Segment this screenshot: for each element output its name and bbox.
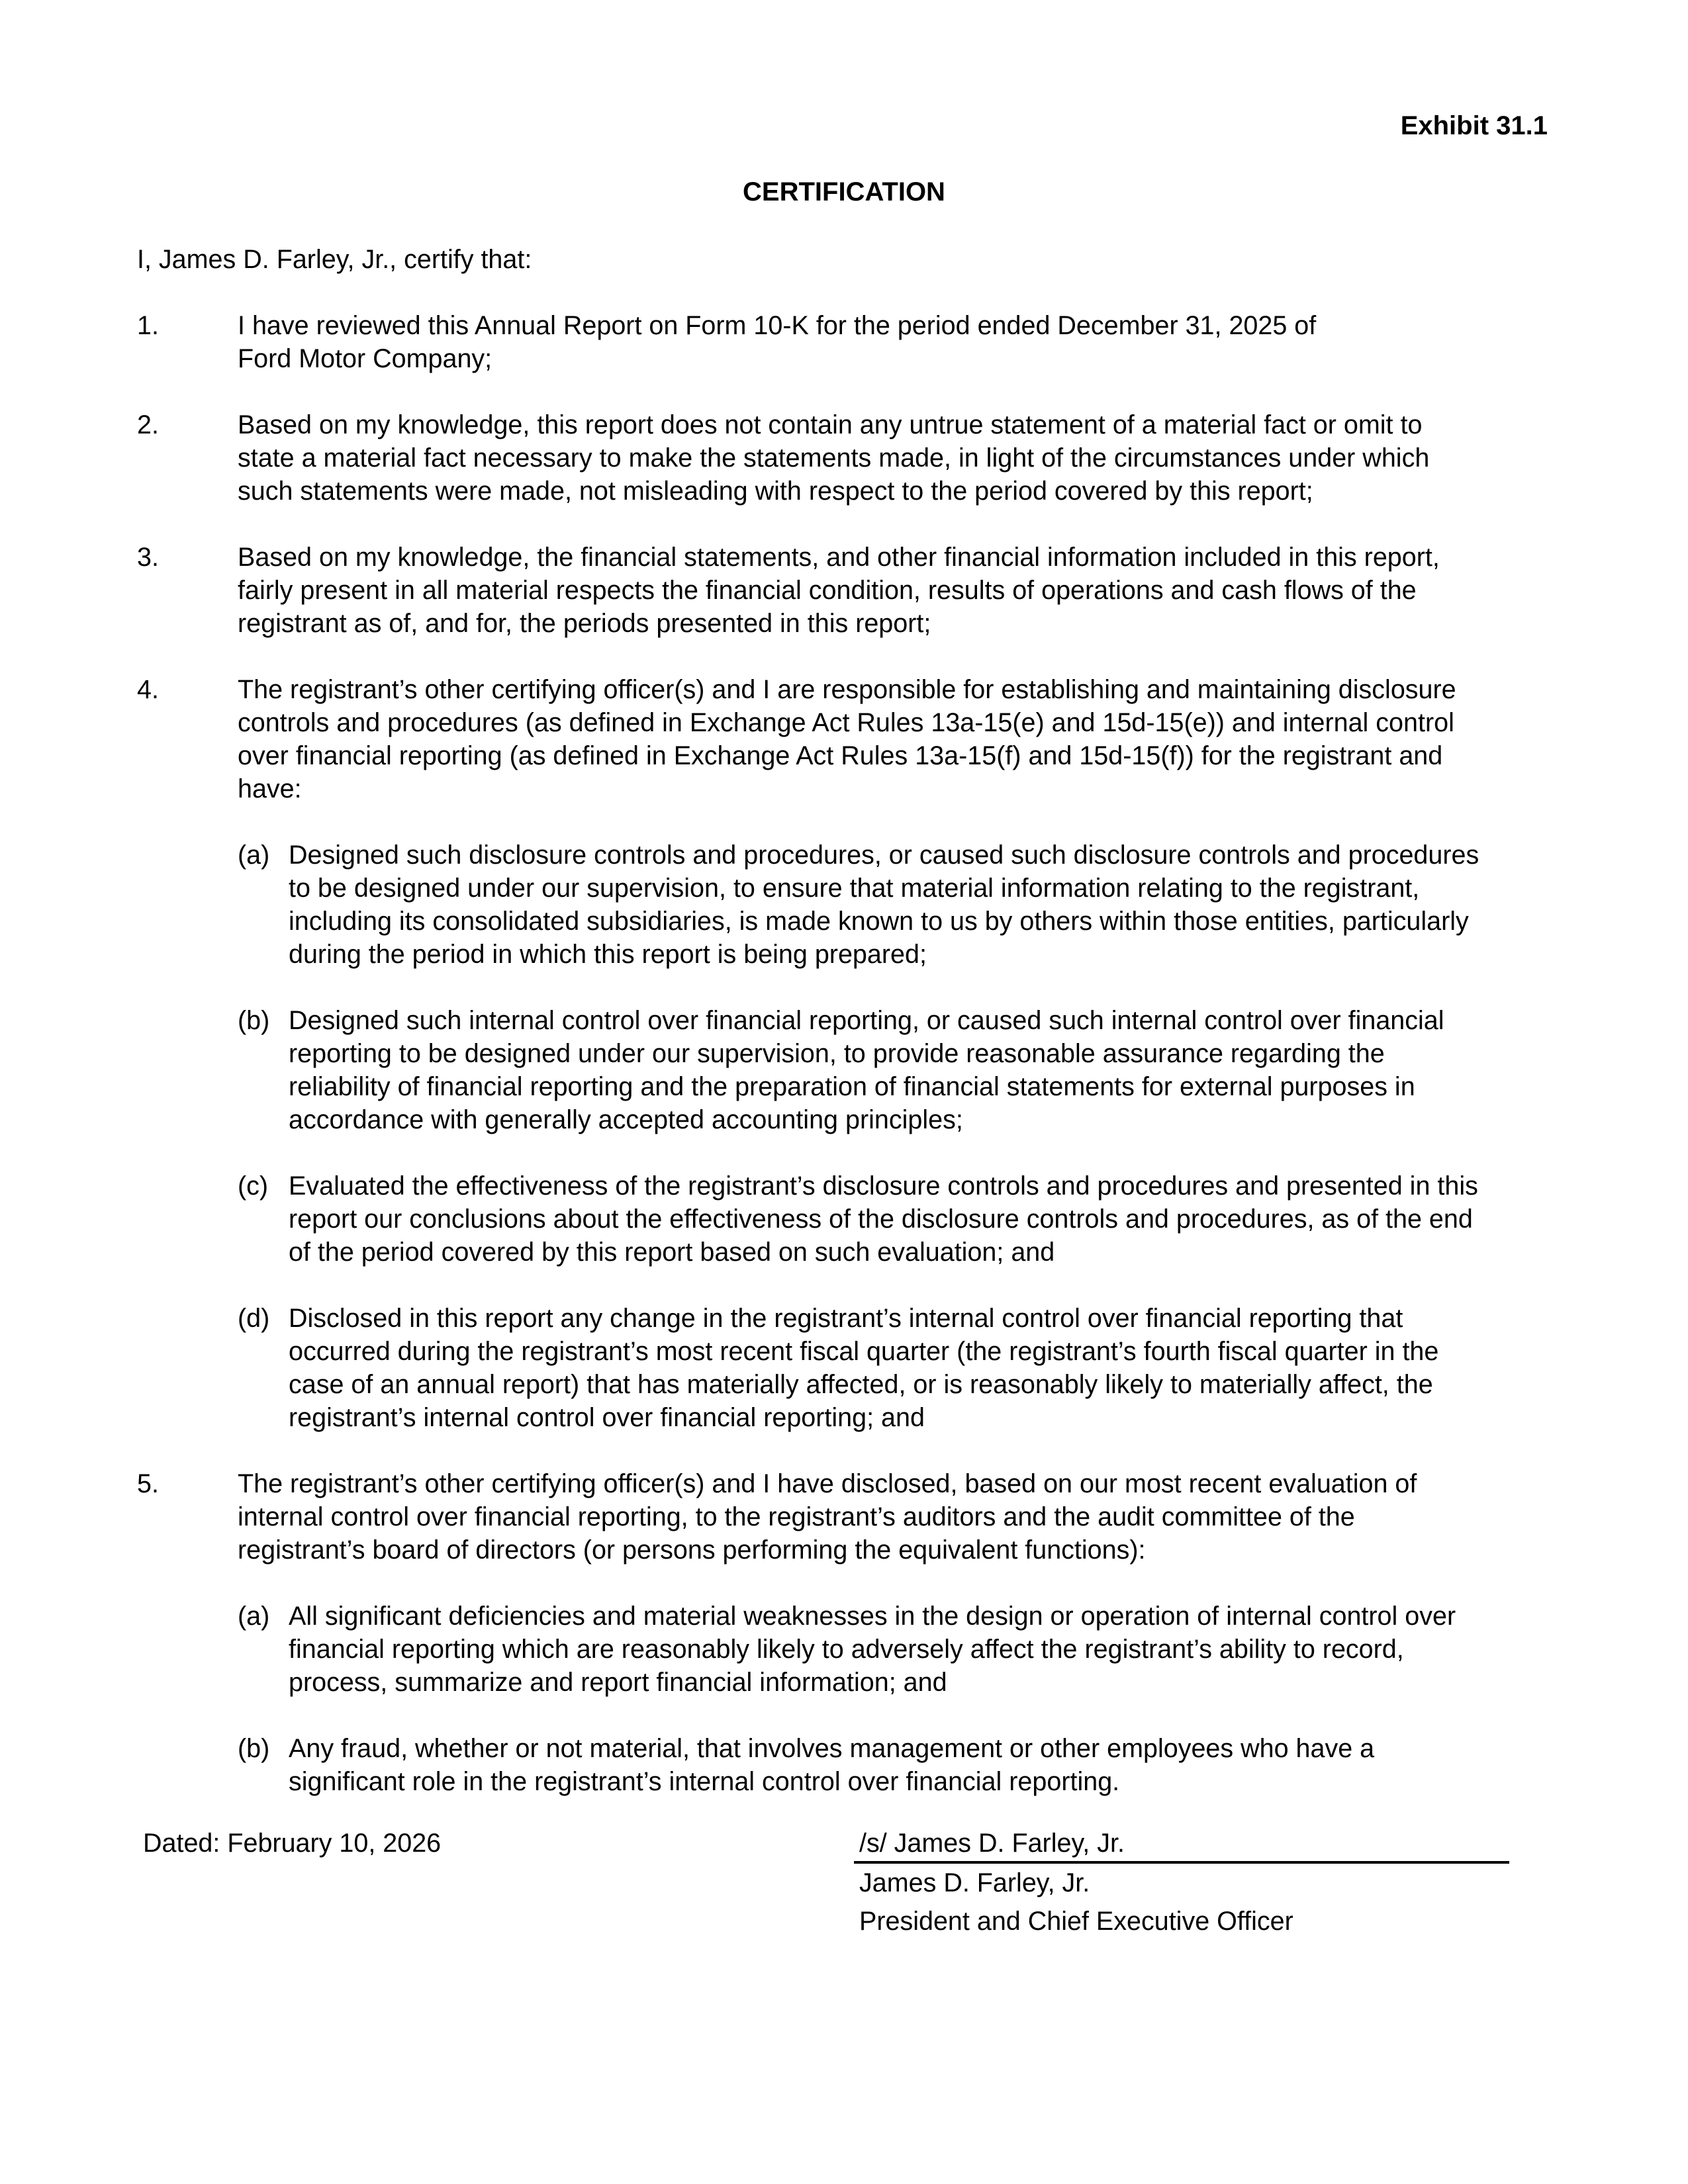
item-number: 3. <box>137 543 159 572</box>
certification-item-1 <box>137 309 1554 375</box>
signature-line: /s/ James D. Farley, Jr. <box>854 1827 1509 1864</box>
subitem-4d <box>238 1302 1554 1434</box>
certification-item-3 <box>137 541 1554 640</box>
item-text: I have reviewed this Annual Report on Form 10-K for the period ended December 31, 2025 of Ford Motor Company; <box>238 311 1317 373</box>
page-title: CERTIFICATION <box>743 177 945 206</box>
subitem-4a <box>238 839 1554 971</box>
subitem-label: (b) <box>238 1734 270 1763</box>
item-number: 2. <box>137 410 159 439</box>
subitem-label: (a) <box>238 841 270 870</box>
subitem-text: Designed such disclosure controls and procedures, or caused such disclosure controls and procedures to be designed under our supervision, to ensure that material information relating to the registrant, including its consolidated subsidiaries, is made known to us by others within those entities, particularly during the period in which this report is being prepared; <box>289 841 1479 969</box>
signer-name: James D. Farley, Jr. <box>859 1868 1090 1897</box>
certification-item-4 <box>137 673 1554 1434</box>
subitem-label: (c) <box>238 1171 269 1201</box>
subitem-5b <box>238 1732 1554 1798</box>
item-number: 1. <box>137 311 159 340</box>
exhibit-label: Exhibit 31.1 <box>1400 111 1548 140</box>
item-text: The registrant’s other certifying officer(s) and I are responsible for establishing and maintaining disclosure controls and procedures (as defined in Exchange Act Rules 13a-15(e) and 15d-15(e)) and internal control over financial reporting (as defined in Exchange Act Rules 13a-15(f) and 15d-15(f)) for the registrant and have: <box>238 675 1456 803</box>
subitem-label: (a) <box>238 1602 270 1631</box>
subitem-text: Any fraud, whether or not material, that involves management or other employees who have a significant role in the registrant’s internal control over financial reporting. <box>289 1734 1375 1796</box>
subitem-list <box>238 1600 1554 1798</box>
certification-item-5 <box>137 1467 1554 1798</box>
item-text: The registrant’s other certifying officer(s) and I have disclosed, based on our most recent evaluation of internal control over financial reporting, to the registrant’s auditors and the audit committee of the registrant’s board of directors (or persons performing the equivalent functions): <box>238 1469 1417 1565</box>
item-text: Based on my knowledge, this report does not contain any untrue statement of a material fact or omit to state a material fact necessary to make the statements made, in light of the circumstances under which such statements were made, not misleading with respect to the period covered by this report; <box>238 410 1430 506</box>
intro-text: I, James D. Farley, Jr., certify that: <box>137 245 532 274</box>
signature-block <box>854 1827 1509 1940</box>
subitem-5a <box>238 1600 1554 1699</box>
item-number: 4. <box>137 675 159 704</box>
subitem-text: All significant deficiencies and material weaknesses in the design or operation of internal control over financial reporting which are reasonably likely to adversely affect the registrant’s ability to record, process, summarize and report financial information; and <box>289 1602 1456 1697</box>
subitem-list <box>238 839 1554 1434</box>
subitem-4b <box>238 1004 1554 1136</box>
subitem-label: (b) <box>238 1006 270 1035</box>
item-number: 5. <box>137 1469 159 1498</box>
subitem-text: Evaluated the effectiveness of the registrant’s disclosure controls and procedures and presented in this report our conclusions about the effectiveness of the disclosure controls and procedures, as of the end of the period covered by this report based on such evaluation; and <box>289 1171 1478 1267</box>
item-text: Based on my knowledge, the financial statements, and other financial information included in this report, fairly present in all material respects the financial condition, results of operations and cash flows of the registrant as of, and for, the periods presented in this report; <box>238 543 1440 638</box>
subitem-4c <box>238 1169 1554 1269</box>
certification-items <box>137 309 1554 1831</box>
certification-item-2 <box>137 408 1554 508</box>
subitem-text: Disclosed in this report any change in the registrant’s internal control over financial reporting that occurred during the registrant’s most recent fiscal quarter (the registrant’s fourth fiscal quarter in the case of an annual report) that has materially affected, or is reasonably likely to materially affect, the registrant’s internal control over financial reporting; and <box>289 1304 1439 1432</box>
signer-title: President and Chief Executive Officer <box>859 1907 1293 1936</box>
dated-line: Dated: February 10, 2026 <box>143 1829 442 1858</box>
subitem-text: Designed such internal control over financial reporting, or caused such internal control over financial reporting to be designed under our supervision, to provide reasonable assurance regarding the reliability of financial reporting and the preparation of financial statements for external purposes in accordance with generally accepted accounting principles; <box>289 1006 1444 1134</box>
subitem-label: (d) <box>238 1304 270 1333</box>
